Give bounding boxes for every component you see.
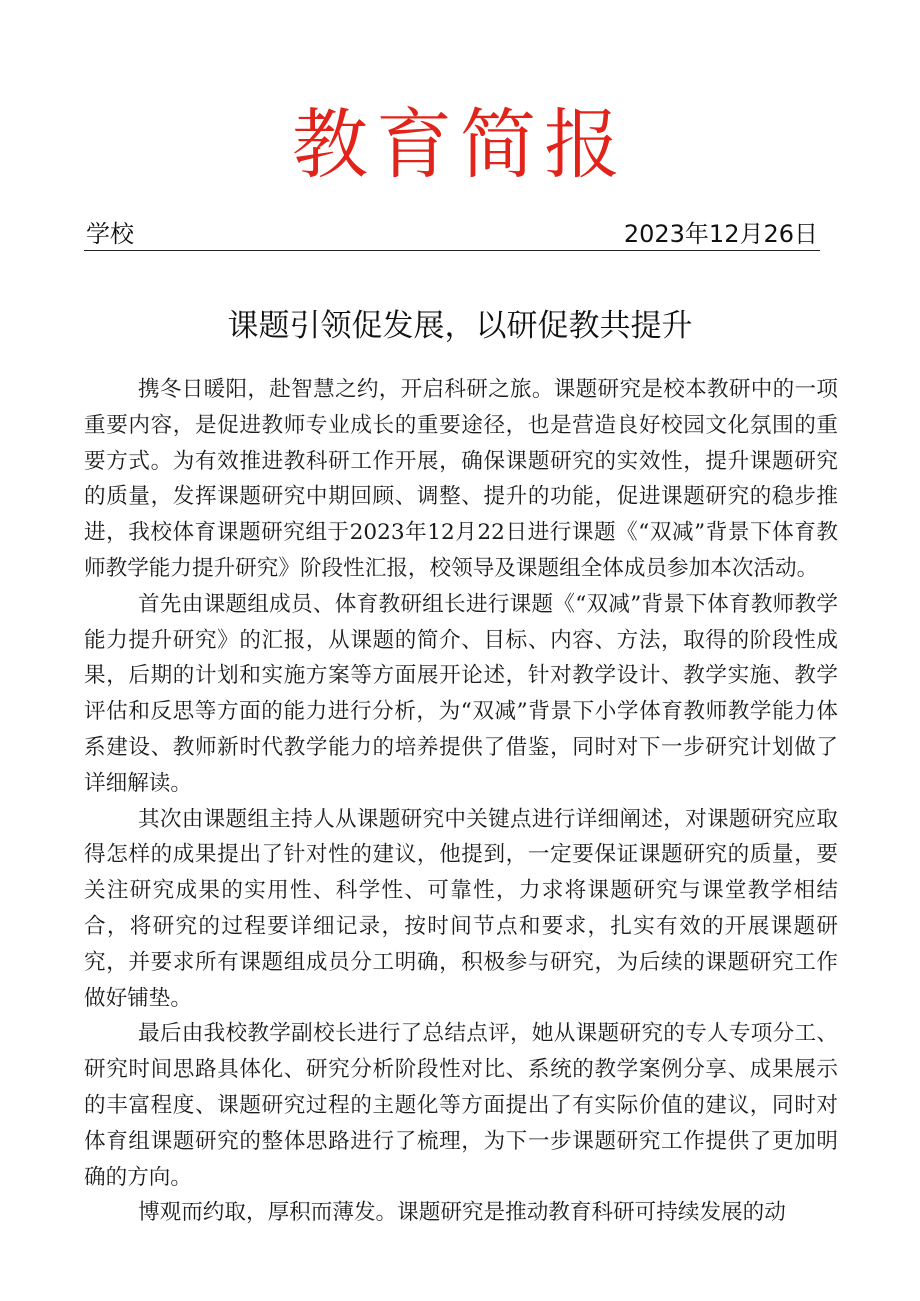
- info-line: [84, 218, 820, 251]
- paragraph-1: 携冬日暖阳，赴智慧之约，开启科研之旅。课题研究是校本教研中的一项重要内容，是促进教师专业成长的重要途径，也是营造良好校园文化氛围的重要方式。为有效推进教科研工作开展，确保课题研究的实效性，提升课题研究的质量，发挥课题研究中期回顾、调整、提升的功能，促进课题研究的稳步推进，我校体育课题研究组于2023年12月22日进行课题《“双减”背景下体育教师教学能力提升研究》阶段性汇报，校领导及课题组全体成员参加本次活动。: [84, 377, 838, 581]
- issue-date: 2023年12月26日: [623, 220, 818, 248]
- paragraph-5: 博观而约取，厚积而薄发。课题研究是推动教育科研可持续发展的动: [138, 1200, 786, 1226]
- school-label: 学校: [86, 220, 134, 248]
- article-body: [84, 372, 838, 1231]
- paragraph-3: 其次由课题组主持人从课题研究中关键点进行详细阐述，对课题研究应取得怎样的成果提出了针对性的建议，他提到，一定要保证课题研究的质量，要关注研究成果的实用性、科学性、可靠性，力求将课题研究与课堂教学相结合，将研究的过程要详细记录，按时间节点和要求，扎实有效的开展课题研究，并要求所有课题组成员分工明确，积极参与研究，为后续的课题研究工作做好铺垫。: [84, 806, 838, 1011]
- paragraph-4: 最后由我校教学副校长进行了总结点评，她从课题研究的专人专项分工、研究时间思路具体化、研究分析阶段性对比、系统的教学案例分享、成果展示的丰富程度、课题研究过程的主题化等方面提出了有实际价值的建议，同时对体育组课题研究的整体思路进行了梳理，为下一步课题研究工作提供了更加明确的方向。: [84, 1021, 838, 1190]
- article-title: 课题引领促发展，以研促教共提升: [227, 308, 693, 344]
- masthead-title: 教育简报: [292, 100, 628, 189]
- paragraph-2: 首先由课题组成员、体育教研组长进行课题《“双减”背景下体育教师教学能力提升研究》的汇报，从课题的简介、目标、内容、方法，取得的阶段性成果，后期的计划和实施方案等方面展开论述，针对教学设计、教学实施、教学评估和反思等方面的能力进行分析，为“双减”背景下小学体育教师教学能力体系建设、教师新时代教学能力的培养提供了借鉴，同时对下一步研究计划做了详细解读。: [84, 591, 838, 796]
